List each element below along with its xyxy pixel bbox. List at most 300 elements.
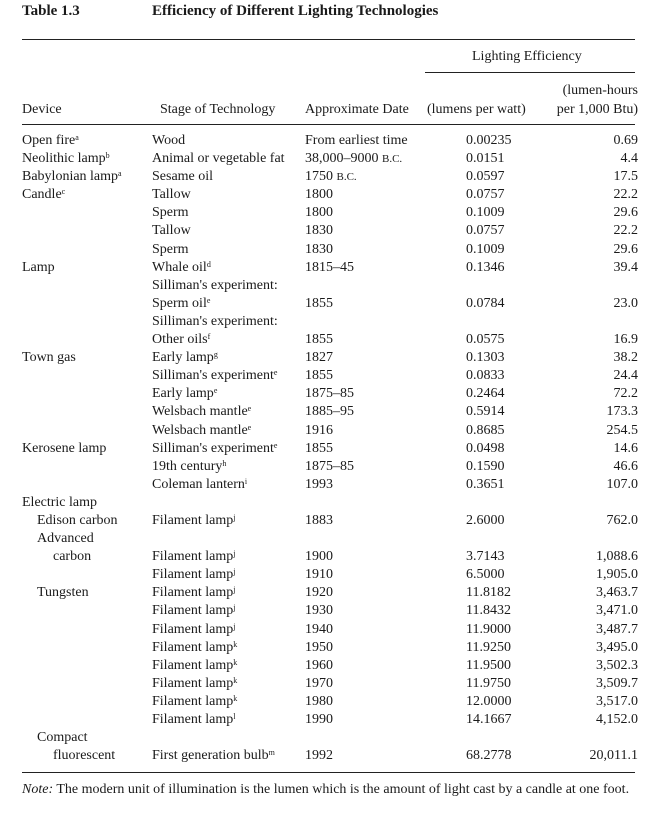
- cell-stage: [152, 277, 278, 295]
- table-row: [0, 241, 656, 259]
- cell-stage-text: Silliman's experiment: [152, 368, 274, 384]
- table-row: [0, 385, 656, 403]
- cell-stage-text: Sperm: [152, 205, 189, 221]
- cell-stage-text: Wood: [152, 133, 186, 148]
- cell-stage-text: Filament lamp: [152, 639, 234, 655]
- cell-stage-text: Filament lamp: [152, 657, 234, 673]
- table-row: [0, 367, 656, 385]
- cell-lumens-per-watt: [466, 602, 511, 620]
- cell-lumen-hours-text: 4,152.0: [596, 712, 638, 727]
- cell-stage: [152, 476, 247, 494]
- cell-lumen-hours-text: 72.2: [613, 386, 638, 402]
- cell-lumens-per-watt-text: 3.7143: [466, 549, 505, 565]
- cell-device: [53, 747, 115, 765]
- cell-date-text: 1875–85: [305, 458, 354, 474]
- cell-stage: [152, 657, 237, 675]
- cell-lumens-per-watt-text: 0.0597: [466, 169, 505, 185]
- cell-lumens-per-watt: [466, 168, 505, 186]
- cell-lumen-hours-text: 107.0: [606, 476, 638, 492]
- cell-stage-text: Filament lamp: [152, 675, 234, 691]
- cell-lumen-hours: [596, 584, 638, 602]
- group-header-lighting-efficiency: Lighting Efficiency: [472, 49, 582, 64]
- footnote-marker: a: [75, 133, 79, 142]
- cell-date-text: 1940: [305, 621, 333, 637]
- cell-stage: [152, 385, 217, 403]
- cell-lumens-per-watt: [466, 621, 511, 639]
- cell-lumens-per-watt: [466, 132, 512, 150]
- cell-stage-text: Other oils: [152, 332, 208, 348]
- footnote-marker: k: [233, 693, 238, 703]
- cell-stage: [152, 693, 237, 711]
- cell-date: [305, 241, 333, 259]
- cell-lumens-per-watt: [466, 259, 505, 277]
- cell-date-text: 1980: [305, 693, 333, 709]
- cell-device: [37, 530, 94, 548]
- cell-device-text: Electric lamp: [22, 494, 98, 510]
- cell-stage-text: Whale oil: [152, 259, 207, 275]
- table-row: [0, 476, 656, 494]
- cell-lumen-hours-text: 39.4: [613, 259, 638, 275]
- cell-device-text: Lamp: [22, 259, 55, 275]
- table-row: [0, 711, 656, 729]
- cell-lumen-hours: [607, 422, 639, 440]
- cell-device-text: Candle: [22, 187, 62, 203]
- cell-date-text: 1830: [305, 223, 333, 239]
- table-row: [0, 440, 656, 458]
- table-row: [0, 494, 656, 512]
- cell-date: [305, 331, 333, 349]
- cell-lumen-hours-text: 17.5: [613, 169, 638, 185]
- cell-stage: [152, 168, 213, 186]
- table-row: [0, 277, 656, 295]
- footnote-marker: e: [247, 422, 252, 432]
- cell-stage-text: Welsbach mantle: [152, 404, 248, 420]
- cell-device: [22, 132, 79, 150]
- cell-stage-text: Filament lamp: [152, 512, 234, 528]
- cell-date-text: 1800: [305, 205, 333, 221]
- table-row: [0, 693, 656, 711]
- cell-stage-text: Coleman lantern: [152, 476, 245, 492]
- cell-lumen-hours-text: 46.6: [613, 458, 638, 474]
- cell-lumens-per-watt-text: 0.0498: [466, 440, 505, 456]
- cell-stage-text: Sesame oil: [152, 169, 214, 185]
- cell-lumen-hours-text: 3,471.0: [596, 603, 638, 619]
- cell-lumen-hours-text: 3,502.3: [596, 657, 638, 673]
- cell-lumens-per-watt-text: 2.6000: [466, 512, 505, 528]
- footnote-marker: j: [233, 512, 236, 522]
- cell-date-text: 1920: [305, 585, 333, 601]
- footnote-marker: e: [273, 440, 278, 450]
- cell-lumens-per-watt-text: 11.9000: [466, 621, 511, 637]
- cell-lumens-per-watt: [466, 566, 505, 584]
- cell-device-text: Advanced: [37, 531, 94, 547]
- cell-date: [305, 621, 333, 639]
- cell-stage: [152, 222, 191, 240]
- cell-date: [305, 476, 333, 494]
- cell-lumen-hours-text: 29.6: [613, 205, 638, 221]
- cell-lumen-hours: [596, 566, 638, 584]
- cell-lumens-per-watt: [466, 241, 505, 259]
- cell-date-text: 1815–45: [305, 259, 354, 275]
- cell-lumen-hours: [596, 621, 638, 639]
- table-note: [22, 781, 642, 799]
- cell-lumen-hours-text: 1,088.6: [596, 549, 638, 565]
- footnote-marker: j: [233, 549, 236, 559]
- cell-lumen-hours: [614, 222, 639, 240]
- table-row: [0, 186, 656, 204]
- cell-date: [305, 403, 354, 421]
- cell-lumen-hours-text: 16.9: [613, 332, 638, 348]
- cell-stage: [152, 602, 236, 620]
- cell-date: [305, 150, 402, 168]
- table-row: [0, 458, 656, 476]
- footnote-marker: j: [233, 567, 236, 577]
- cell-stage: [152, 295, 210, 313]
- cell-date-text: 1875–85: [305, 386, 354, 402]
- cell-lumens-per-watt: [466, 512, 505, 530]
- cell-lumens-per-watt-text: 0.8685: [466, 422, 505, 438]
- col-header-stage: Stage of Technology: [160, 102, 276, 117]
- cell-lumens-per-watt: [466, 440, 505, 458]
- table-title: Efficiency of Different Lighting Technologies: [152, 3, 439, 19]
- cell-lumens-per-watt: [466, 150, 505, 168]
- cell-lumens-per-watt-text: 11.8432: [466, 603, 511, 619]
- cell-lumen-hours-text: 22.2: [613, 223, 638, 239]
- cell-date-text: 1855: [305, 440, 333, 456]
- cell-lumen-hours: [596, 711, 638, 729]
- cell-date-text: 1855: [305, 332, 333, 348]
- cell-stage: [152, 458, 226, 476]
- table-row: [0, 548, 656, 566]
- footnote-marker: k: [233, 639, 238, 649]
- cell-date-text: 1855: [305, 368, 333, 384]
- footnote-marker: f: [207, 332, 211, 342]
- cell-date: [305, 747, 333, 765]
- cell-lumens-per-watt: [466, 639, 511, 657]
- cell-date-text: 1990: [305, 712, 333, 727]
- cell-lumen-hours-text: 22.2: [613, 187, 638, 203]
- cell-lumen-hours: [614, 385, 639, 403]
- cell-device: [37, 512, 117, 530]
- col-header-date: Approximate Date: [305, 102, 409, 117]
- cell-lumens-per-watt-text: 0.1590: [466, 458, 505, 474]
- footnote-marker: m: [268, 748, 275, 758]
- cell-device: [37, 729, 88, 747]
- cell-stage: [152, 349, 218, 367]
- cell-date: [305, 422, 333, 440]
- cell-lumen-hours-text: 0.69: [613, 133, 638, 148]
- table-row: [0, 621, 656, 639]
- cell-lumen-hours-text: 23.0: [613, 295, 638, 311]
- cell-device-text: Open fire: [22, 133, 76, 148]
- cell-device-text: carbon: [53, 549, 92, 565]
- cell-date-text: 1916: [305, 422, 333, 438]
- cell-stage: [152, 259, 211, 277]
- cell-stage-text: Filament lamp: [152, 603, 234, 619]
- cell-stage: [152, 367, 277, 385]
- cell-date: [305, 693, 333, 711]
- cell-date-text: 1830: [305, 241, 333, 257]
- cell-date: [305, 168, 357, 186]
- cell-lumen-hours: [614, 132, 639, 150]
- cell-device: [22, 349, 76, 367]
- cell-lumen-hours: [614, 168, 639, 186]
- cell-lumens-per-watt: [466, 403, 505, 421]
- cell-lumens-per-watt-text: 0.0784: [466, 295, 505, 311]
- cell-device-text: Edison carbon: [37, 512, 118, 528]
- cell-lumen-hours: [607, 512, 639, 530]
- table-row: [0, 639, 656, 657]
- cell-device: [37, 584, 89, 602]
- cell-stage-text: Sperm oil: [152, 295, 207, 311]
- footnote-marker: e: [273, 368, 278, 378]
- cell-device: [22, 494, 97, 512]
- cell-lumens-per-watt: [466, 657, 511, 675]
- cell-lumens-per-watt: [466, 458, 505, 476]
- cell-lumen-hours: [596, 602, 638, 620]
- group-header-rule: [425, 72, 635, 73]
- cell-lumens-per-watt: [466, 422, 505, 440]
- cell-date: [305, 548, 333, 566]
- cell-lumens-per-watt: [466, 204, 505, 222]
- cell-device-text: Neolithic lamp: [22, 151, 106, 167]
- cell-date: [305, 675, 333, 693]
- cell-date: [305, 711, 333, 729]
- cell-date-text: 1950: [305, 639, 333, 655]
- header-rule: [22, 124, 635, 125]
- cell-device: [22, 440, 106, 458]
- cell-lumen-hours-text: 3,517.0: [596, 693, 638, 709]
- cell-lumens-per-watt-text: 11.9500: [466, 657, 511, 673]
- cell-date: [305, 186, 333, 204]
- cell-lumen-hours-text: 762.0: [606, 512, 638, 528]
- cell-lumens-per-watt: [466, 548, 505, 566]
- bottom-rule: [22, 772, 635, 773]
- cell-lumen-hours: [614, 349, 639, 367]
- cell-date: [305, 222, 333, 240]
- cell-lumen-hours: [614, 295, 639, 313]
- cell-stage: [152, 711, 236, 729]
- cell-date: [305, 458, 354, 476]
- cell-stage: [152, 241, 189, 259]
- cell-stage-text: Silliman's experiment:: [152, 277, 278, 293]
- cell-lumen-hours: [614, 440, 639, 458]
- cell-lumen-hours-text: 20,011.1: [589, 748, 638, 764]
- date-era: B.C.: [336, 171, 357, 184]
- cell-date-text: 1750: [305, 169, 333, 185]
- cell-date-text: 1930: [305, 603, 333, 619]
- cell-lumens-per-watt: [466, 584, 511, 602]
- cell-date-text: 1910: [305, 567, 333, 583]
- cell-lumen-hours: [621, 150, 639, 168]
- cell-device: [22, 259, 55, 277]
- cell-stage: [152, 512, 236, 530]
- col-header-lh-line2: per 1,000 Btu): [556, 102, 638, 117]
- top-rule: [22, 39, 635, 40]
- cell-lumens-per-watt-text: 0.5914: [466, 404, 505, 420]
- cell-stage: [152, 440, 277, 458]
- table-row: [0, 584, 656, 602]
- cell-lumens-per-watt-text: 0.2464: [466, 386, 505, 402]
- cell-lumens-per-watt: [466, 295, 505, 313]
- cell-date: [305, 132, 408, 150]
- table-row: [0, 168, 656, 186]
- footnote-marker: e: [213, 386, 218, 396]
- table-row: [0, 729, 656, 747]
- cell-lumen-hours-text: 3,487.7: [596, 621, 638, 637]
- cell-date-text: 1885–95: [305, 404, 354, 420]
- cell-lumens-per-watt: [466, 675, 511, 693]
- cell-stage-text: Filament lamp: [152, 712, 234, 727]
- cell-lumen-hours: [614, 186, 639, 204]
- cell-stage-text: Filament lamp: [152, 621, 234, 637]
- cell-lumens-per-watt-text: 0.1303: [466, 350, 505, 366]
- cell-stage-text: 19th century: [152, 458, 223, 474]
- cell-device-text: Town gas: [22, 350, 76, 366]
- note-text: The modern unit of illumination is the lumen which is the amount of light cast by a candle at one foot.: [56, 782, 630, 797]
- table-row: [0, 403, 656, 421]
- cell-lumen-hours: [607, 403, 639, 421]
- table-row: [0, 602, 656, 620]
- footnote-marker: e: [206, 295, 211, 305]
- cell-stage: [152, 150, 285, 168]
- cell-stage: [152, 675, 237, 693]
- cell-lumens-per-watt: [466, 367, 505, 385]
- cell-lumen-hours: [596, 675, 638, 693]
- cell-stage: [152, 639, 237, 657]
- cell-lumens-per-watt-text: 0.0833: [466, 368, 505, 384]
- cell-lumen-hours-text: 29.6: [613, 241, 638, 257]
- cell-stage: [152, 422, 251, 440]
- cell-lumen-hours-text: 38.2: [613, 350, 638, 366]
- table-row: [0, 512, 656, 530]
- cell-lumens-per-watt-text: 0.0757: [466, 223, 505, 239]
- cell-lumens-per-watt-text: 0.0151: [466, 151, 505, 167]
- table-row: [0, 259, 656, 277]
- cell-stage-text: Silliman's experiment:: [152, 313, 278, 329]
- table-row: [0, 747, 656, 765]
- cell-lumen-hours-text: 254.5: [606, 422, 638, 438]
- cell-stage: [152, 621, 236, 639]
- table-row: [0, 530, 656, 548]
- cell-date: [305, 295, 333, 313]
- footnote-marker: a: [118, 169, 122, 179]
- cell-lumens-per-watt-text: 0.1009: [466, 241, 505, 257]
- footnote-marker: c: [61, 187, 66, 197]
- cell-date: [305, 584, 333, 602]
- table-row: [0, 422, 656, 440]
- cell-stage-text: Filament lamp: [152, 693, 234, 709]
- cell-date-text: From earliest time: [305, 133, 408, 148]
- cell-lumens-per-watt: [466, 331, 505, 349]
- cell-lumens-per-watt-text: 0.1346: [466, 259, 505, 275]
- cell-stage-text: Early lamp: [152, 386, 214, 402]
- cell-lumen-hours-text: 173.3: [606, 404, 638, 420]
- footnote-marker: d: [206, 259, 211, 269]
- cell-lumens-per-watt: [466, 349, 505, 367]
- cell-stage-text: First generation bulb: [152, 748, 269, 764]
- cell-device-text: Kerosene lamp: [22, 440, 107, 456]
- cell-lumen-hours: [614, 259, 639, 277]
- footnote-marker: l: [233, 712, 236, 721]
- cell-stage-text: Filament lamp: [152, 585, 234, 601]
- cell-date: [305, 349, 333, 367]
- table-row: [0, 132, 656, 150]
- table-row: [0, 657, 656, 675]
- cell-date: [305, 512, 333, 530]
- cell-lumens-per-watt-text: 0.0575: [466, 332, 505, 348]
- cell-lumens-per-watt: [466, 711, 512, 729]
- cell-stage-text: Filament lamp: [152, 567, 234, 583]
- cell-device: [22, 168, 122, 186]
- cell-date-text: 1992: [305, 748, 333, 764]
- cell-lumen-hours: [614, 367, 639, 385]
- cell-lumens-per-watt-text: 68.2778: [466, 748, 512, 764]
- cell-date: [305, 259, 354, 277]
- cell-lumen-hours-text: 3,495.0: [596, 639, 638, 655]
- cell-stage: [152, 331, 210, 349]
- cell-date-text: 38,000–9000: [305, 151, 379, 167]
- footnote-marker: j: [233, 585, 236, 595]
- cell-date: [305, 385, 354, 403]
- cell-lumen-hours: [590, 747, 638, 765]
- cell-lumens-per-watt-text: 0.0757: [466, 187, 505, 203]
- cell-date-text: 1855: [305, 295, 333, 311]
- cell-lumens-per-watt: [466, 693, 512, 711]
- table-row: [0, 313, 656, 331]
- cell-stage: [152, 186, 191, 204]
- footnote-marker: h: [222, 458, 227, 468]
- cell-device: [22, 150, 110, 168]
- cell-lumen-hours-text: 3,509.7: [596, 675, 638, 691]
- cell-lumens-per-watt-text: 11.9250: [466, 639, 511, 655]
- cell-stage-text: Welsbach mantle: [152, 422, 248, 438]
- cell-lumen-hours-text: 4.4: [620, 151, 638, 167]
- cell-stage: [152, 313, 278, 331]
- table-row: [0, 675, 656, 693]
- table-row: [0, 331, 656, 349]
- cell-date: [305, 602, 333, 620]
- footnote-marker: j: [233, 603, 236, 613]
- cell-lumens-per-watt: [466, 385, 505, 403]
- cell-date-text: 1800: [305, 187, 333, 203]
- footnote-marker: k: [233, 657, 238, 667]
- cell-lumen-hours-text: 14.6: [613, 440, 638, 456]
- table-row: [0, 295, 656, 313]
- cell-date-text: 1960: [305, 657, 333, 673]
- cell-lumens-per-watt-text: 11.8182: [466, 585, 511, 601]
- cell-lumen-hours: [596, 548, 638, 566]
- cell-stage: [152, 204, 189, 222]
- cell-lumen-hours: [596, 639, 638, 657]
- cell-device-text: Compact: [37, 730, 88, 746]
- cell-date-text: 1970: [305, 675, 333, 691]
- cell-lumens-per-watt: [466, 186, 505, 204]
- cell-lumens-per-watt-text: 0.1009: [466, 205, 505, 221]
- cell-stage-text: Animal or vegetable fat: [152, 151, 285, 167]
- cell-lumens-per-watt-text: 14.1667: [466, 712, 512, 727]
- cell-stage-text: Sperm: [152, 241, 189, 257]
- cell-device: [53, 548, 91, 566]
- cell-stage: [152, 584, 236, 602]
- cell-lumens-per-watt-text: 0.3651: [466, 476, 505, 492]
- cell-stage-text: Filament lamp: [152, 549, 234, 565]
- table-body: [0, 132, 656, 765]
- table-row: [0, 566, 656, 584]
- cell-lumens-per-watt: [466, 747, 512, 765]
- cell-stage-text: Tallow: [152, 187, 191, 203]
- cell-date: [305, 204, 333, 222]
